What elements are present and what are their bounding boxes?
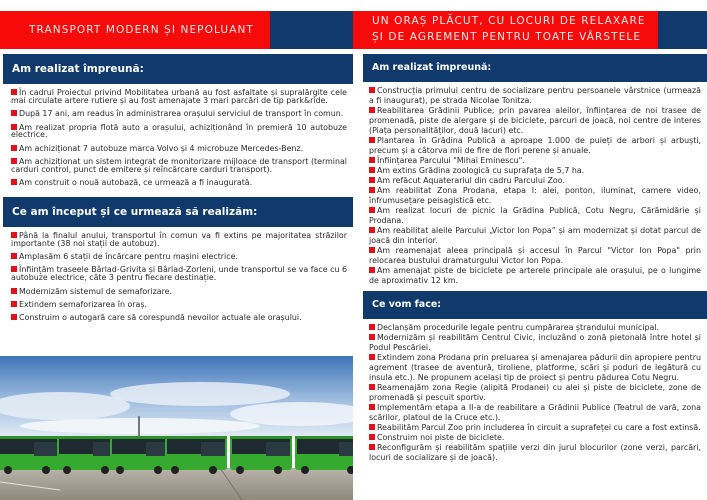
bullet-square-icon: [369, 207, 375, 213]
bullet-square-icon: [369, 424, 375, 430]
bullet-square-icon: [11, 179, 17, 185]
electric-buses-photo: [0, 356, 353, 500]
achieved-leisure-list: [363, 82, 707, 289]
bus-windshield: [34, 442, 58, 456]
bus-wheel: [209, 466, 217, 474]
list-item: În cadrul Proiectul privind Mobilitatea urbană au fost asfaltate și supralărgite cele mai circulate artere rutiere și au fost amenajate 3 mari parcări de tip park&ride.: [11, 88, 347, 105]
bullet-square-icon: [11, 124, 17, 130]
bullet-square-icon: [369, 167, 375, 173]
list-item: Am reamenajat aleea principală și accesul în Parcul "Victor Ion Popa" prin relocarea bustului dramaturgului Victor Ion Popa.: [369, 246, 701, 265]
bus: [110, 436, 172, 474]
list-item: Am reabilitat aleile Parcului „Victor Ion Popa” și am modernizat și dotat parcul de joacă din interior.: [369, 226, 701, 245]
bullet-square-icon: [369, 177, 375, 183]
achieved-transport-list: [3, 84, 353, 197]
bus-wheel: [274, 466, 282, 474]
bus-wheel: [116, 466, 124, 474]
bus-roof: [57, 436, 119, 439]
bullet-square-icon: [11, 110, 17, 116]
section-header-achieved-leisure: Am realizat împreună:: [363, 54, 707, 82]
banner-title-city-line1: UN ORAȘ PLĂCUT, CU LOCURI DE RELAXARE: [372, 15, 646, 27]
bullet-square-icon: [11, 288, 17, 294]
bus-wheel: [4, 466, 12, 474]
bullet-square-icon: [369, 247, 375, 253]
bullet-square-icon: [369, 267, 375, 273]
list-item: Am achiziționat un sistem integrat de monitorizare mijloace de transport (terminal carduri control, punct de emitere și reîncărcare carduri transport).: [11, 157, 347, 174]
list-item: Am reabilitat Zona Prodana, etapa I: alei, ponton, iluminat, camere video, înfrumusețare peisagistică etc.: [369, 186, 701, 205]
bullet-square-icon: [369, 334, 375, 340]
list-item: Implementăm etapa a II-a de reabilitare a Grădinii Publice (Teatrul de vară, zona scărilor, platoul de la Cruce etc.).: [369, 403, 701, 422]
list-item: După 17 ani, am readus în administrarea orașului serviciul de transport în comun.: [11, 110, 347, 118]
bus: [0, 436, 60, 474]
pole: [138, 416, 140, 438]
bullet-square-icon: [11, 253, 17, 259]
list-item: Am realizat propria flotă auto a orașului, achiziționând în premieră 10 autobuze electrice.: [11, 122, 347, 140]
list-item: Înființarea Parcului "Mihai Eminescu".: [369, 156, 701, 166]
list-item: Am extins Grădina zoologică cu suprafața de 5,7 ha.: [369, 166, 701, 176]
bus-windshield: [266, 442, 290, 456]
bus: [295, 436, 353, 474]
list-item: Înființăm traseele Bârlad-Grivița și Bârlad-Zorleni, unde transportul se va face cu 6 autobuze electrice, câte 3 pentru fiecare destinație.: [11, 265, 347, 283]
list-item: Plantarea în Grădina Publică a aproape 1.000 de puieți de arbori și arbuști, precum și a câtorva mii de fire de flori perene și anuale.: [369, 136, 701, 155]
bullet-square-icon: [369, 324, 375, 330]
list-item: Până la finalul anului, transportul în comun va fi extins pe majoritatea străzilor importante (38 noi stații de autobuz).: [11, 230, 347, 248]
bullet-square-icon: [369, 187, 375, 193]
list-item: Am achiziționat 7 autobuze marca Volvo și 4 microbuze Mercedes-Benz.: [11, 145, 347, 153]
list-item: Construcția primului centru de socializare pentru persoanele vârstnice (urmează a fi inaugurat), pe strada Nicolae Tonitza.: [369, 86, 701, 105]
bus-wheel: [301, 466, 309, 474]
banner-title-city-line2: ȘI DE AGREMENT PENTRU TOATE VÂRSTELE: [372, 31, 642, 43]
bullet-square-icon: [369, 137, 375, 143]
bus-roof: [165, 436, 227, 439]
bus-wheel: [101, 466, 109, 474]
banner-right-navy-block: [658, 11, 707, 49]
bullet-square-icon: [369, 404, 375, 410]
bus-wheel: [63, 466, 71, 474]
bus-wheel: [171, 466, 179, 474]
bullet-square-icon: [369, 87, 375, 93]
bullet-square-icon: [369, 354, 375, 360]
bus-roof: [0, 436, 60, 439]
bullet-square-icon: [369, 384, 375, 390]
future-plans-list: [363, 319, 707, 466]
bus-roof: [295, 436, 353, 439]
bus: [165, 436, 227, 474]
bus-windshield: [339, 442, 353, 456]
bullet-square-icon: [369, 107, 375, 113]
banner-title-transport: TRANSPORT MODERN ȘI NEPOLUANT: [29, 24, 254, 36]
section-header-achieved-transport: Am realizat împreună:: [3, 54, 353, 84]
leisure-column: [363, 54, 707, 466]
bullet-square-icon: [11, 145, 17, 151]
list-item: Am construit o nouă autobază, ce urmează a fi inaugurată.: [11, 179, 347, 187]
bullet-square-icon: [11, 301, 17, 307]
bullet-square-icon: [11, 314, 17, 320]
bus-wheel: [236, 466, 244, 474]
list-item: Reabilităm Parcul Zoo prin includerea în circuit a suprafeței cu care a fost extinsă.: [369, 423, 701, 433]
banner-left-navy-block: [270, 11, 353, 49]
bus-roof: [110, 436, 172, 439]
banner-title-city: [372, 13, 646, 45]
section-header-future-plans: Ce vom face:: [363, 291, 707, 319]
banner-row: [0, 11, 707, 49]
buses-photo-illustration: [0, 356, 353, 500]
bus: [230, 436, 292, 474]
transport-column: [3, 54, 353, 332]
list-item: Modernizăm și reabilităm Centrul Civic, incluzând o zonă pietonală între hotel și Podul Pescăriei.: [369, 333, 701, 352]
bus-wheel: [42, 466, 50, 474]
bullet-square-icon: [11, 232, 17, 238]
started-transport-list: [3, 227, 353, 332]
bus-row: [0, 436, 353, 474]
list-item: Reabilitarea Grădinii Publice, prin pavarea aleilor, înființarea de noi trasee de promenadă, piste de alergare și de biciclete, parcuri de joacă, noi centre de interes (Piața personalităților, două lacuri) etc.: [369, 106, 701, 135]
bus-roof: [230, 436, 292, 439]
bullet-square-icon: [11, 158, 17, 164]
list-item: Am amenajat piste de biciclete pe arterele principale ale orașului, pe o lungime de aproximativ 12 km.: [369, 266, 701, 285]
list-item: Extindem zona Prodana prin preluarea și amenajarea pădurii din apropiere pentru agrement (trasee de aventură, tiroliene, platforme, scări și poduri de legătură cu insula etc.). Ne propunem același tip de proiect și pentru pădurea Cotu Negru.: [369, 353, 701, 382]
bus-wheel: [154, 466, 162, 474]
list-item: Am refăcut Aquaterariul din cadru Parcului Zoo.: [369, 176, 701, 186]
bus: [57, 436, 119, 474]
list-item: Reconfigurăm și reabilităm spațiile verzi din jurul blocurilor (zone verzi, parcări, locuri de socializare și de joacă).: [369, 443, 701, 462]
bus-windshield: [201, 442, 225, 456]
list-item: Declanșăm procedurile legale pentru cumpărarea ștrandului municipal.: [369, 323, 701, 333]
list-item: Am realizat locuri de picnic la Grădina Publică, Cotu Negru, Cărămidărie și Prodana.: [369, 206, 701, 225]
bullet-square-icon: [11, 266, 17, 272]
list-item: Modernizăm sistemul de semaforizare.: [11, 288, 347, 296]
bullet-square-icon: [369, 157, 375, 163]
list-item: Construim o autogară care să corespundă nevoilor actuale ale orașului.: [11, 314, 347, 322]
section-header-started-transport: Ce am început și ce urmează să realizăm:: [3, 197, 353, 227]
bullet-square-icon: [369, 227, 375, 233]
bullet-square-icon: [11, 89, 17, 95]
list-item: Reamenajăm zona Regie (alipită Prodanei) cu alei și piste de biciclete, zone de promenadă și pescuit sportiv.: [369, 383, 701, 402]
bullet-square-icon: [369, 434, 375, 440]
list-item: Construim noi piste de biciclete.: [369, 433, 701, 443]
bullet-square-icon: [369, 444, 375, 450]
list-item: Amplasăm 6 stații de încărcare pentru mașini electrice.: [11, 253, 347, 261]
list-item: Extindem semaforizarea în oraș.: [11, 301, 347, 309]
cloud: [110, 382, 290, 406]
